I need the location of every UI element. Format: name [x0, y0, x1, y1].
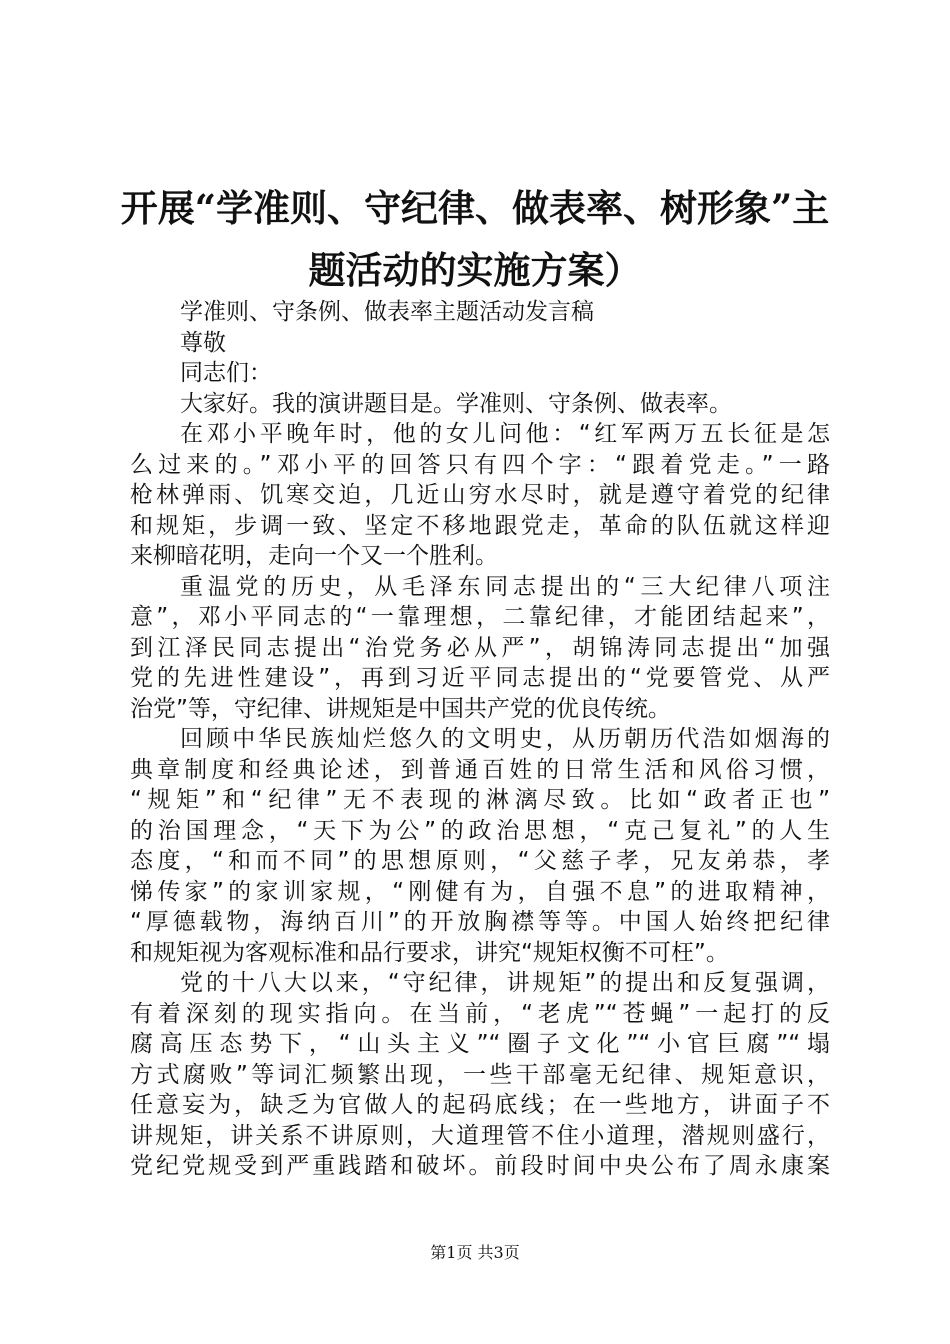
- document-title-line-1: 开展“学准则、守纪律、做表率、树形象”主: [120, 186, 830, 230]
- subtitle-line: 学准则、守条例、做表率主题活动发言稿: [180, 299, 594, 325]
- paragraph-line: 治党”等，守纪律、讲规矩是中国共产党的优良传统。: [130, 695, 671, 722]
- paragraph-line: 回顾中华民族灿烂悠久的文明史，从历朝历代浩如烟海的: [180, 726, 830, 752]
- page-number-footer: 第1页 共3页: [430, 1243, 520, 1262]
- paragraph-line: 重温党的历史，从毛泽东同志提出的“三大纪律八项注: [180, 573, 830, 600]
- greeting-line: 大家好。我的演讲题目是。学准则、守条例、做表率。: [180, 390, 732, 417]
- paragraph-line: 和规矩，步调一致、坚定不移地跟党走，革命的队伍就这样迎: [130, 512, 830, 539]
- paragraph-line: 来柳暗花明，走向一个又一个胜利。: [130, 543, 498, 569]
- salutation-line: 同志们：: [180, 360, 272, 386]
- document-title-line-2: 题活动的实施方案）: [308, 248, 642, 292]
- paragraph-line: 任意妄为，缺乏为官做人的起码底线；在一些地方，讲面子不: [130, 1092, 830, 1118]
- paragraph-line: 在邓小平晚年时，他的女儿问他：“红军两万五长征是怎: [180, 421, 830, 447]
- paragraph-line: “厚德载物，海纳百川”的开放胸襟等等。中国人始终把纪律: [130, 909, 830, 935]
- paragraph-line: 腐高压态势下，“山头主义”“圈子文化”“小官巨腐”“塌: [130, 1031, 830, 1057]
- paragraph-line: 的治国理念，“天下为公”的政治思想，“克己复礼”的人生: [130, 817, 830, 844]
- paragraph-line: 党的十八大以来，“守纪律，讲规矩”的提出和反复强调，: [180, 970, 830, 996]
- salutation-line: 尊敬: [180, 329, 226, 356]
- paragraph-line: 悌传家”的家训家规，“刚健有为，自强不息”的进取精神，: [130, 878, 830, 905]
- paragraph-line: 和规矩视为客观标准和品行要求，讲究“规矩权衡不可枉”。: [130, 939, 729, 966]
- paragraph-line: 讲规矩，讲关系不讲原则，大道理管不住小道理，潜规则盛行，: [130, 1122, 830, 1149]
- paragraph-line: 态度，“和而不同”的思想原则，“父慈子孝，兄友弟恭，孝: [130, 848, 830, 874]
- paragraph-line: 么过来的。”邓小平的回答只有四个字：“跟着党走。”一路: [130, 451, 830, 478]
- document-body: [130, 297, 830, 1182]
- paragraph-line: 到江泽民同志提出“治党务必从严”，胡锦涛同志提出“加强: [130, 634, 830, 661]
- paragraph-line: 枪林弹雨、饥寒交迫，几近山穷水尽时，就是遵守着党的纪律: [130, 482, 830, 508]
- paragraph-line: 典章制度和经典论述，到普通百姓的日常生活和风俗习惯，: [130, 756, 830, 783]
- paragraph-line: 意”，邓小平同志的“一靠理想，二靠纪律，才能团结起来”，: [130, 604, 830, 630]
- paragraph-line: 有着深刻的现实指向。在当前，“老虎”“苍蝇”一起打的反: [130, 1000, 830, 1027]
- paragraph-line: 党纪党规受到严重践踏和破坏。前段时间中央公布了周永康案: [130, 1153, 830, 1179]
- paragraph-line: “规矩”和“纪律”无不表现的淋漓尽致。比如“政者正也”: [130, 787, 830, 813]
- paragraph-line: 方式腐败”等词汇频繁出现，一些干部毫无纪律、规矩意识，: [130, 1061, 830, 1088]
- paragraph-line: 党的先进性建设”，再到习近平同志提出的“党要管党、从严: [130, 665, 830, 691]
